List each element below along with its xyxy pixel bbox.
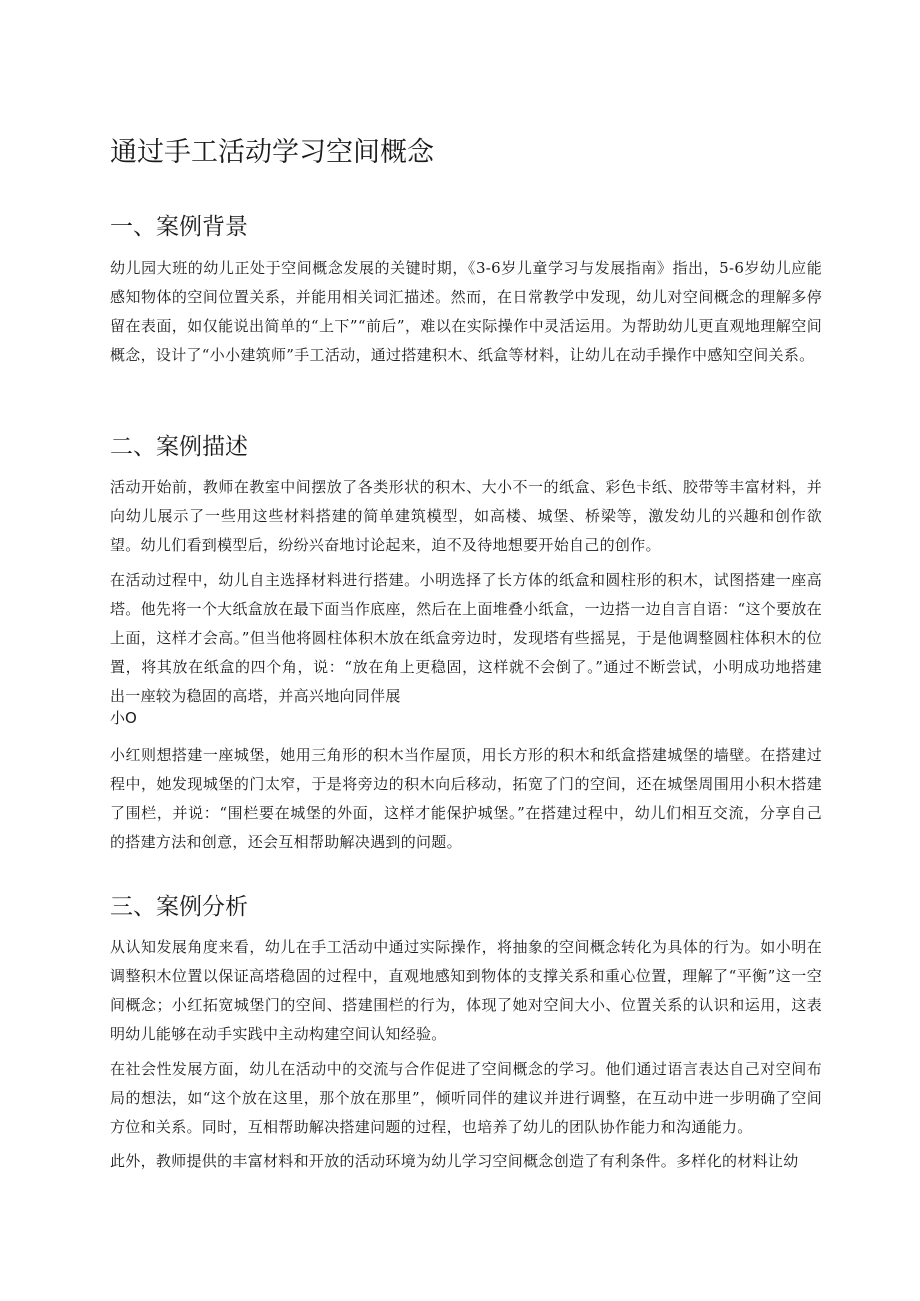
paragraph: 幼儿园大班的幼儿正处于空间概念发展的关键时期，《3-6岁儿童学习与发展指南》指出，5-6岁幼儿应能感知物体的空间位置关系，并能用相关词汇描述。然而，在日常教学中发现，幼儿对空间概念的理解多停留在表面，如仅能说出简单的“上下”“前后”，难以在实际操作中灵活运用。为帮助幼儿更直观地理解空间概念，设计了“小小建筑师”手工活动，通过搭建积木、纸盒等材料，让幼儿在动手操作中感知空间关系。 [110, 259, 822, 364]
document-title: 通过手工活动学习空间概念 [110, 137, 434, 168]
paragraph: 活动开始前，教师在教室中间摆放了各类形状的积木、大小不一的纸盒、彩色卡纸、胶带等丰富材料，并向幼儿展示了一些用这些材料搭建的简单建筑模型，如高楼、城堡、桥梁等，激发幼儿的兴趣和创作欲望。幼儿们看到模型后，纷纷兴奋地讨论起来，迫不及待地想要开始自己的创作。 [110, 478, 822, 554]
paragraph: 在社会性发展方面，幼儿在活动中的交流与合作促进了空间概念的学习。他们通过语言表达自己对空间布局的想法，如“这个放在这里，那个放在那里”，倾听同伴的建议并进行调整，在互动中进一步明确了空间方位和关系。同时，互相帮助解决搭建问题的过程，也培养了幼儿的团队协作能力和沟通能力。 [110, 1060, 822, 1136]
paragraph: 在活动过程中，幼儿自主选择材料进行搭建。小明选择了长方体的纸盒和圆柱形的积木，试图搭建一座高塔。他先将一个大纸盒放在最下面当作底座，然后在上面堆叠小纸盒，一边搭一边自言自语：“这个要放在上面，这样才会高。”但当他将圆柱体积木放在纸盒旁边时，发现塔有些摇晃，于是他调整圆柱体积木的位置，将其放在纸盒的四个角，说：“放在角上更稳固，这样就不会倒了。”通过不断尝试，小明成功地搭建出一座较为稳固的高塔，并高兴地向同伴展 [110, 571, 822, 705]
section-heading-description: 二、案例描述 [110, 434, 248, 460]
paragraph: 小红则想搭建一座城堡，她用三角形的积木当作屋顶，用长方形的积木和纸盒搭建城堡的墙壁。在搭建过程中，她发现城堡的门太窄，于是将旁边的积木向后移动，拓宽了门的空间，还在城堡周围用小积木搭建了围栏，并说：“围栏要在城堡的外面，这样才能保护城堡。”在搭建过程中，幼儿们相互交流，分享自己的搭建方法和创意，还会互相帮助解决遇到的问题。 [110, 746, 822, 851]
paragraph-fragment: 小O [110, 709, 137, 727]
section-heading-analysis: 三、案例分析 [110, 894, 248, 920]
section-heading-background: 一、案例背景 [110, 214, 248, 240]
paragraph: 从认知发展角度来看，幼儿在手工活动中通过实际操作，将抽象的空间概念转化为具体的行为。如小明在调整积木位置以保证高塔稳固的过程中，直观地感知到物体的支撑关系和重心位置，理解了“平衡”这一空间概念；小红拓宽城堡门的空间、搭建围栏的行为，体现了她对空间大小、位置关系的认识和运用，这表明幼儿能够在动手实践中主动构建空间认知经验。 [110, 938, 822, 1043]
paragraph: 此外，教师提供的丰富材料和开放的活动环境为幼儿学习空间概念创造了有利条件。多样化的材料让幼 [110, 1152, 799, 1170]
